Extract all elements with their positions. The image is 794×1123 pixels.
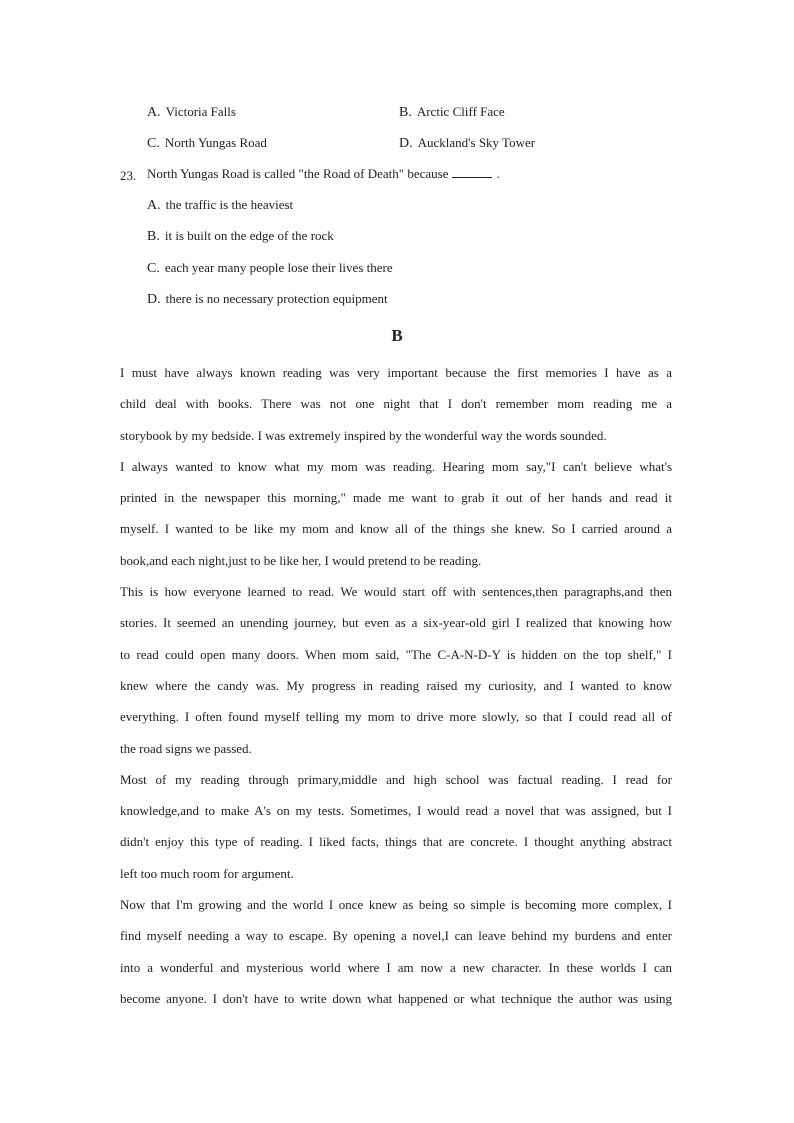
passage-line: the road signs we passed. (120, 740, 252, 756)
option-text: the traffic is the heaviest (165, 197, 294, 212)
passage-line: knowledge,and to make A's on my tests. Sometimes, I would read a novel that was assigned, but I (120, 803, 672, 819)
passage-line: I always wanted to know what my mom was reading. Hearing mom say,"I can't believe what's (120, 458, 672, 474)
passage-line: didn't enjoy this type of reading. I liked facts, things that are concrete. I thought anything abstract (120, 834, 672, 850)
option-letter: D. (399, 136, 413, 151)
passage-line: This is how everyone learned to read. We would start off with sentences,then paragraphs,and then (120, 584, 672, 600)
option-text: Arctic Cliff Face (416, 104, 505, 119)
q22-option-b[interactable] (399, 104, 505, 121)
option-text: North Yungas Road (164, 135, 267, 150)
passage-line: stories. It seemed an unending journey, but even as a six-year-old girl I realized that knowing how (120, 615, 672, 631)
option-letter: B. (399, 105, 412, 120)
question-number: 23. (120, 168, 137, 183)
reading-passage (120, 360, 672, 1017)
option-text: Victoria Falls (165, 104, 236, 119)
passage-line: I must have always known reading was very important because the first memories I have as a (120, 365, 672, 380)
q23-option-d[interactable] (147, 291, 388, 308)
option-text: it is built on the edge of the rock (164, 228, 334, 243)
q23-option-b[interactable] (147, 228, 334, 245)
passage-line: child deal with books. There was not one night that I don't remember mom reading me a (120, 396, 672, 412)
stem-end: . (496, 166, 500, 181)
q22-option-d[interactable] (399, 135, 535, 152)
q22-option-c[interactable] (147, 135, 267, 152)
passage-line: into a wonderful and mysterious world where I am now a new character. In these worlds I can (120, 959, 672, 975)
passage-line: book,and each night,just to be like her, I would pretend to be reading. (120, 552, 482, 568)
passage-line: Most of my reading through primary,middle and high school was factual reading. I read for (120, 771, 672, 787)
q23-option-c[interactable] (147, 260, 393, 277)
passage-line: left too much room for argument. (120, 865, 294, 881)
passage-line: knew where the candy was. My progress in reading raised my curiosity, and I wanted to know (120, 677, 672, 693)
q23-option-a[interactable] (147, 197, 293, 214)
passage-line: storybook by my bedside. I was extremely inspired by the wonderful way the words sounded. (120, 427, 607, 443)
answer-blank (452, 167, 492, 178)
passage-line: to read could open many doors. When mom said, "The C-A-N-D-Y is hidden on the top shelf," I (120, 646, 672, 662)
q22-option-a[interactable] (147, 104, 236, 121)
option-text: each year many people lose their lives there (164, 260, 393, 275)
option-letter: B. (147, 229, 160, 244)
section-title: B (391, 326, 403, 345)
passage-line: myself. I wanted to be like my mom and know all of the things she knew. So I carried around a (120, 521, 672, 537)
option-text: there is no necessary protection equipment (165, 291, 388, 306)
passage-line: everything. I often found myself telling my mom to drive more slowly, so that I could read all of (120, 709, 672, 725)
option-letter: C. (147, 136, 160, 151)
question-stem (147, 166, 500, 182)
stem-text: North Yungas Road is called "the Road of Death" because (147, 166, 449, 181)
option-text: Auckland's Sky Tower (417, 135, 536, 150)
option-letter: D. (147, 292, 161, 307)
option-letter: A. (147, 105, 161, 120)
passage-line: Now that I'm growing and the world I once knew as being so simple is becoming more complex, I (120, 897, 672, 913)
passage-line: become anyone. I don't have to write down what happened or what technique the author was using (120, 990, 672, 1006)
option-letter: A. (147, 198, 161, 213)
option-letter: C. (147, 261, 160, 276)
passage-line: find myself needing a way to escape. By opening a novel,I can leave behind my burdens and enter (120, 928, 672, 944)
passage-line: printed in the newspaper this morning," made me want to grab it out of her hands and read it (120, 490, 672, 506)
